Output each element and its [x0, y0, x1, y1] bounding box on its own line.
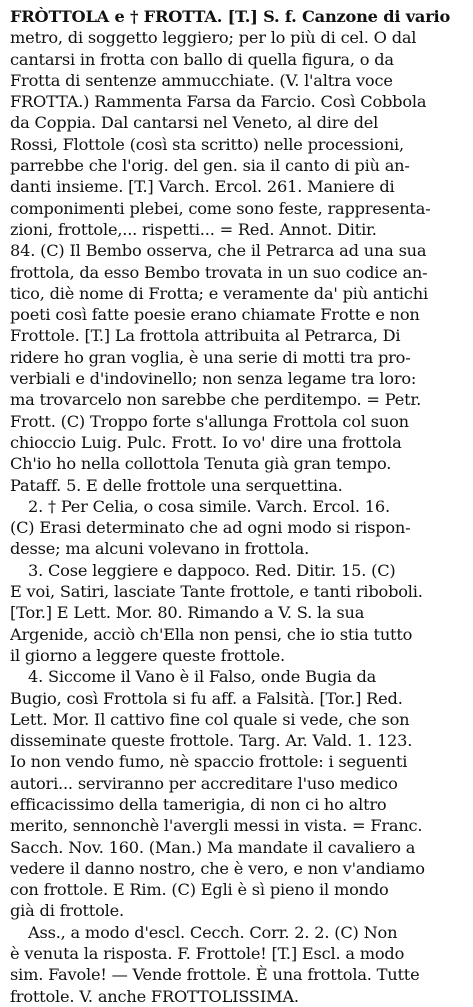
entry-line: Bugio, così Frottola si fu aff. a Falsità. [Tor.] Red. — [10, 688, 403, 708]
entry-line: ma trovarcelo non sarebbe che perditempo. = Petr. — [10, 390, 422, 410]
entry-line: verbiali e d'indovinello; non senza legame tra loro: — [10, 369, 417, 389]
entry-line: componimenti plebei, come sono feste, rappresenta- — [10, 198, 431, 218]
entry-line: FROTTA.) Rammenta Farsa da Farcio. Così Cobbola — [10, 92, 427, 112]
absolute-use-line: Ass., a modo d'escl. Cecch. Corr. 2. 2. (C) Non — [28, 922, 398, 942]
entry-line: Frotta di sentenze ammucchiate. (V. l'altra voce — [10, 70, 393, 90]
entry-line: FRÒTTOLA e † FROTTA. [T.] S. f. Canzone di vario — [10, 7, 451, 26]
entry-line: disseminate queste frottole. Targ. Ar. Vald. 1. 123. — [10, 731, 413, 751]
entry-line: 84. (C) Il Bembo osserva, che il Petrarca ad una sua — [10, 241, 427, 261]
entry-line: ridere ho gran voglia, è una serie di motti tra pro- — [10, 347, 411, 367]
entry-line: è venuta la risposta. F. Frottole! [T.] Escl. a modo — [10, 944, 405, 964]
entry-line: E voi, Satiri, lasciate Tante frottole, e tanti riboboli. — [10, 582, 423, 602]
entry-line: già di frottole. — [10, 901, 124, 921]
entry-line: Io non vendo fumo, nè spaccio frottole: i seguenti — [10, 752, 408, 772]
entry-line: parrebbe che l'orig. del gen. sia il canto di più an- — [10, 156, 410, 176]
entry-line: vedere il danno nostro, che è vero, e non v'andiamo — [10, 858, 425, 878]
entry-line: Argenide, acciò ch'Ella non pensi, che io stia tutto — [10, 624, 413, 644]
entry-line: Frott. (C) Troppo forte s'allunga Frottola col suon — [10, 411, 409, 431]
entry-line: sim. Favole! — Vende frottole. È una frottola. Tutte — [10, 965, 420, 985]
entry-line: Frottole. [T.] La frottola attribuita al Petrarca, Di — [10, 326, 401, 346]
entry-line: tico, diè nome di Frotta; e veramente da' più antichi — [10, 283, 428, 303]
entry-line: frottola, da esso Bembo trovata in un suo codice an- — [10, 262, 428, 282]
entry-line: Pataff. 5. E delle frottole una serquettina. — [10, 475, 343, 495]
entry-line: Ch'io ho nella collottola Tenuta già gran tempo. — [10, 454, 392, 474]
entry-line: frottole. V. anche FROTTOLISSIMA. — [10, 986, 299, 1006]
entry-line: (C) Erasi determinato che ad ogni modo si rispon- — [10, 518, 411, 538]
entry-line: desse; ma alcuni volevano in frottola. — [10, 539, 310, 559]
entry-line: danti insieme. [T.] Varch. Ercol. 261. Maniere di — [10, 177, 395, 197]
entry-line: chioccio Luig. Pulc. Frott. Io vo' dire una frottola — [10, 432, 402, 452]
entry-line: da Coppia. Dal cantarsi nel Veneto, al dire del — [10, 113, 379, 133]
entry-line: Sacch. Nov. 160. (Man.) Ma mandate il cavaliero a — [10, 837, 416, 857]
entry-line: con frottole. E Rim. (C) Egli è sì pieno il mondo — [10, 880, 389, 900]
entry-line: Lett. Mor. Il cattivo fine col quale si vede, che son — [10, 709, 410, 729]
entry-line: il giorno a leggere queste frottole. — [10, 645, 285, 665]
entry-line: metro, di soggetto leggiero; per lo più di cel. O dal — [10, 28, 417, 48]
entry-line: [Tor.] E Lett. Mor. 80. Rimando a V. S. la sua — [10, 603, 365, 623]
sense-2-line: 2. † Per Celia, o cosa simile. Varch. Ercol. 16. — [28, 496, 390, 516]
entry-line: autori... serviranno per accreditare l'uso medico — [10, 773, 398, 793]
dictionary-entry-frottola — [10, 6, 463, 1007]
entry-line: merito, sennonchè l'avergli messi in vista. = Franc. — [10, 816, 423, 836]
entry-line: poeti così fatte poesie erano chiamate Frotte e non — [10, 305, 420, 325]
entry-line: Rossi, Flottole (così sta scritto) nelle processioni, — [10, 134, 404, 154]
entry-line: zioni, frottole,... rispetti... = Red. Annot. Ditir. — [10, 219, 377, 239]
sense-3-line: 3. Cose leggiere e dappoco. Red. Ditir. 15. (C) — [28, 560, 396, 580]
entry-line: cantarsi in frotta con ballo di quella figura, o da — [10, 49, 394, 69]
entry-line: efficacissimo della tamerigia, di non ci ho altro — [10, 794, 387, 814]
sense-4-line: 4. Siccome il Vano è il Falso, onde Bugia da — [28, 667, 377, 687]
